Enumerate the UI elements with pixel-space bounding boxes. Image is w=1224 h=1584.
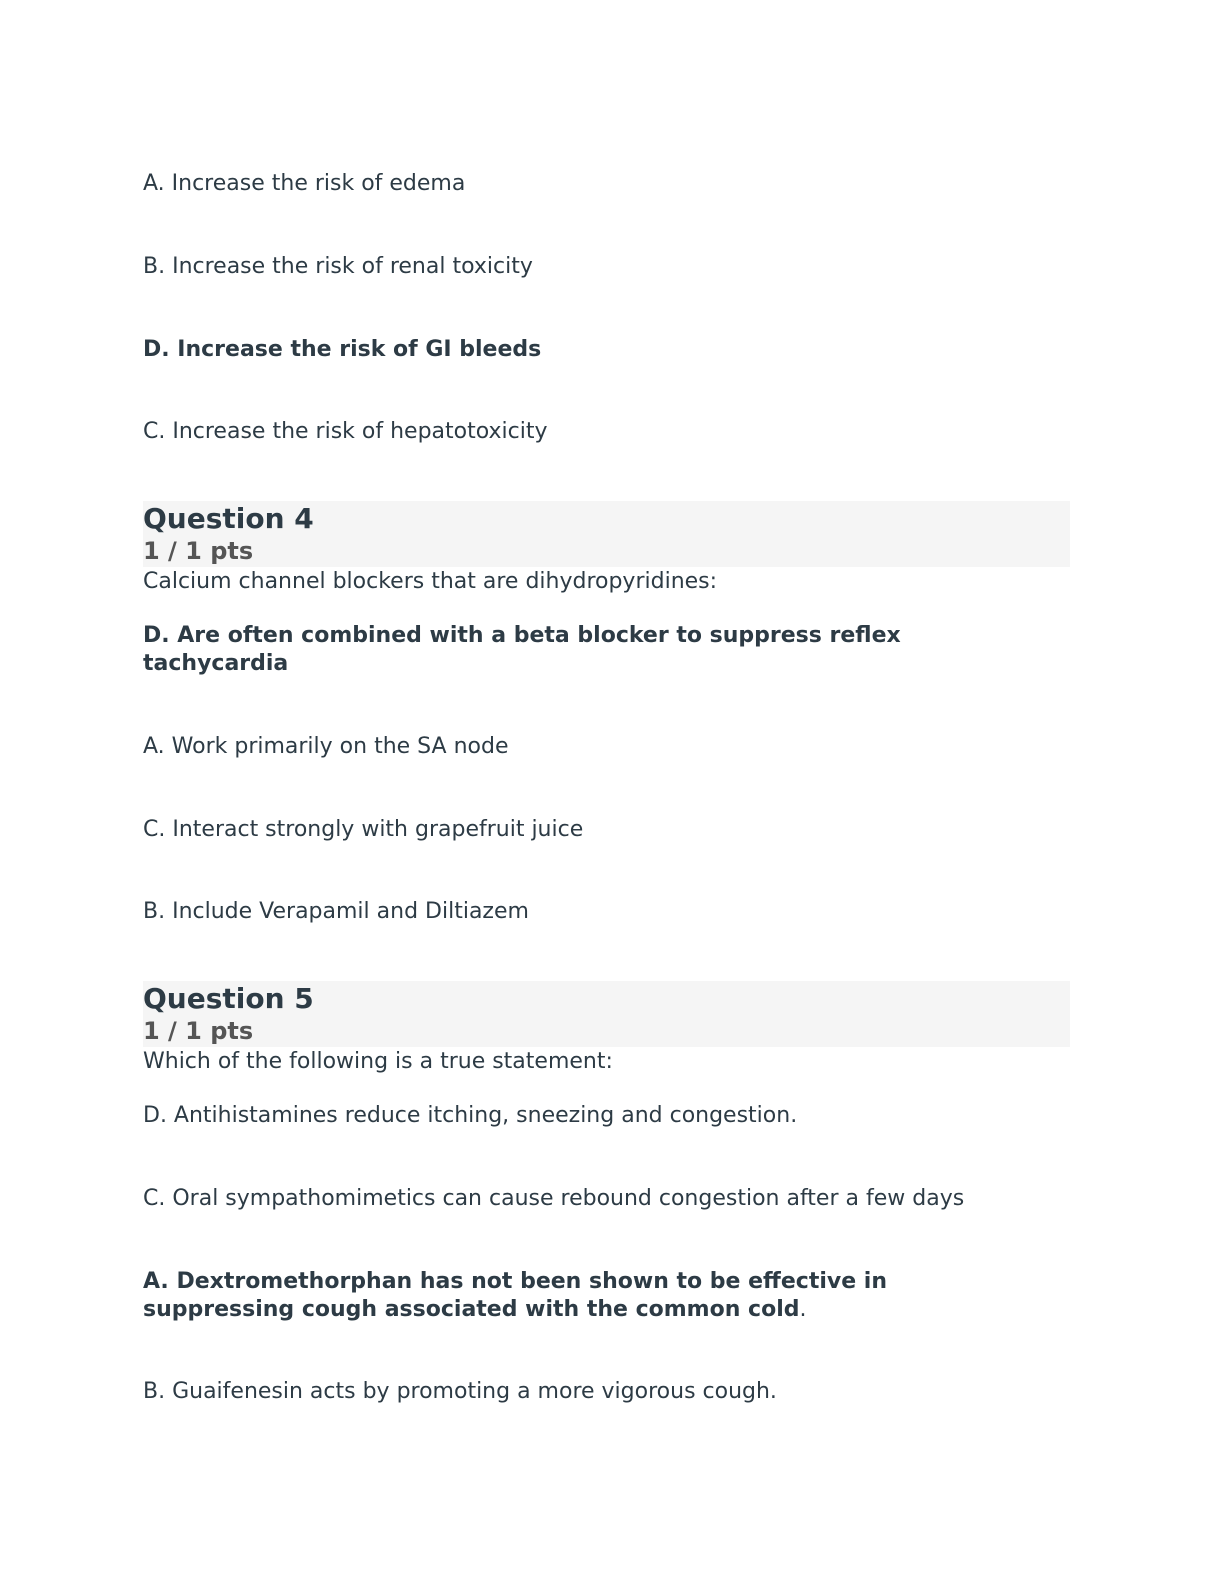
q5-option-a-text: A. Dextromethorphan has not been shown to be effective in suppressing cough associated with the common cold [143, 1269, 888, 1322]
q5-option-c: C. Oral sympathomimetics can cause rebound congestion after a few days [143, 1186, 965, 1211]
q4-option-c: C. Interact strongly with grapefruit juice [143, 817, 584, 842]
question-4-points: 1 / 1 pts [143, 537, 254, 565]
q3-option-d-correct: D. Increase the risk of GI bleeds [143, 337, 542, 362]
q3-option-c: C. Increase the risk of hepatotoxicity [143, 419, 548, 444]
q3-option-b: B. Increase the risk of renal toxicity [143, 254, 533, 279]
q5-option-a-correct [143, 1268, 1043, 1324]
q4-option-d-correct: D. Are often combined with a beta blocker to suppress reflex tachycardia [143, 623, 901, 676]
question-4-header [143, 501, 1070, 567]
question-5-title: Question 5 [143, 982, 314, 1015]
question-4-title: Question 4 [143, 502, 314, 535]
q5-option-b: B. Guaifenesin acts by promoting a more vigorous cough. [143, 1379, 777, 1404]
question-5-header [143, 981, 1070, 1047]
q5-option-a-suffix: . [799, 1297, 807, 1322]
q4-option-a: A. Work primarily on the SA node [143, 734, 509, 759]
question-4-prompt: Calcium channel blockers that are dihydropyridines: [143, 569, 718, 594]
q3-option-a: A. Increase the risk of edema [143, 171, 466, 196]
q5-option-d: D. Antihistamines reduce itching, sneezing and congestion. [143, 1103, 798, 1128]
question-5-prompt: Which of the following is a true statement: [143, 1049, 613, 1074]
question-5-points: 1 / 1 pts [143, 1017, 254, 1045]
q4-option-b: B. Include Verapamil and Diltiazem [143, 899, 529, 924]
